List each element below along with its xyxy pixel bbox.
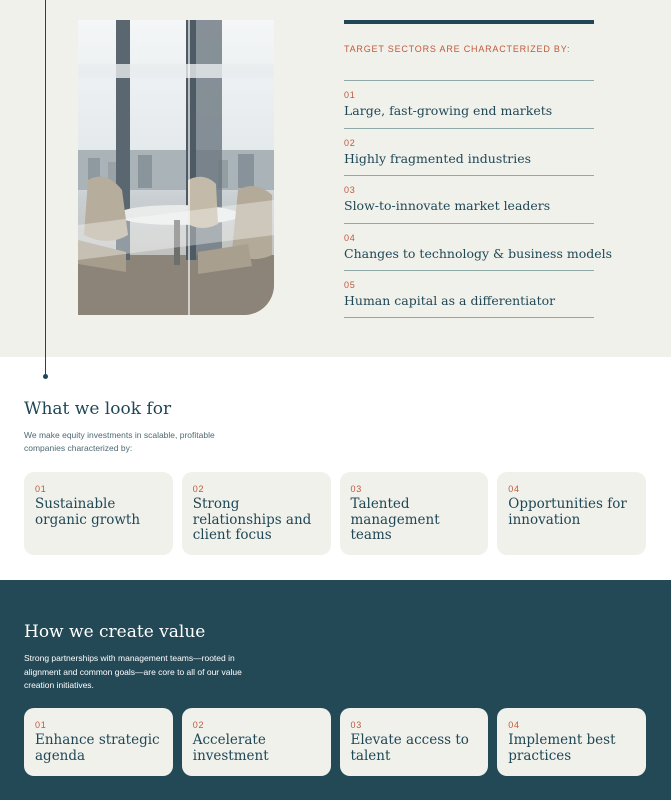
card-label: Elevate access to talent — [350, 732, 469, 764]
card-number: 03 — [350, 484, 363, 494]
what-we-look-for-section — [0, 357, 671, 580]
value-card — [340, 708, 489, 776]
timeline-line — [45, 0, 46, 377]
value-cards — [24, 708, 646, 776]
look-card — [24, 472, 173, 555]
sector-label: Large, fast-growing end markets — [344, 103, 553, 118]
card-number: 04 — [508, 720, 520, 730]
sector-item — [344, 270, 594, 318]
sector-label: Changes to technology & business models — [344, 245, 613, 261]
how-we-create-value-section — [0, 580, 671, 800]
card-number: 03 — [350, 720, 363, 730]
sector-item — [344, 80, 594, 128]
card-label: Enhance strategic agenda — [35, 732, 160, 764]
sectors-section — [0, 0, 671, 357]
look-card — [340, 472, 489, 555]
sector-item — [344, 175, 594, 223]
card-number: 02 — [192, 484, 205, 494]
value-card — [24, 708, 173, 776]
value-card — [497, 708, 646, 776]
card-label: Sustainable organic growth — [35, 496, 141, 528]
card-number: 04 — [508, 484, 520, 494]
sector-number: 01 — [344, 90, 356, 100]
look-card — [182, 472, 331, 555]
look-intro: We make equity investments in scalable, profitable companies characterized by: — [24, 430, 215, 453]
card-label: Strong relationships and client focus — [192, 496, 312, 543]
card-label: Talented management teams — [350, 496, 440, 543]
sector-label: Human capital as a differentiator — [344, 293, 556, 309]
sectors-top-rule — [344, 20, 594, 24]
card-label: Accelerate investment — [192, 732, 269, 764]
look-card — [497, 472, 646, 555]
card-label: Opportunities for innovation — [508, 496, 627, 528]
sector-number: 04 — [344, 232, 356, 243]
target-sectors-list — [344, 20, 613, 318]
sector-number: 05 — [344, 280, 356, 291]
sector-number: 02 — [344, 137, 356, 148]
card-number: 01 — [35, 484, 47, 494]
card-number: 02 — [192, 720, 205, 730]
sector-item — [344, 223, 613, 271]
sector-label: Highly fragmented industries — [344, 150, 532, 166]
look-title: What we look for — [24, 399, 172, 419]
look-cards — [24, 472, 646, 555]
sector-label: Slow-to-innovate market leaders — [344, 198, 551, 214]
card-number: 01 — [35, 720, 47, 730]
value-intro: Strong partnerships with management teams—rooted in alignment and common goals—are core to all of our value creation initiatives. — [24, 653, 242, 690]
value-title: How we create value — [24, 622, 206, 642]
card-label: Implement best practices — [508, 732, 616, 764]
sectors-heading: TARGET SECTORS ARE CHARACTERIZED BY: — [344, 44, 571, 54]
timeline-dot — [43, 374, 48, 379]
value-card — [182, 708, 331, 776]
sector-item — [344, 128, 594, 176]
sector-number: 03 — [344, 185, 356, 196]
office-meeting-room-photo — [78, 20, 274, 315]
